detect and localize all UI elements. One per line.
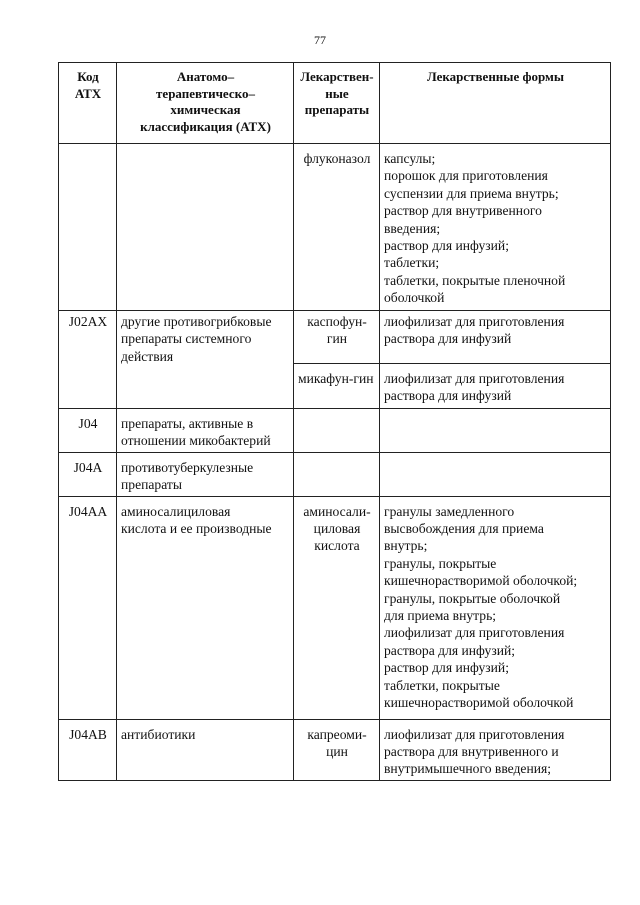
cell-forms: лиофилизат для приготовления раствора для инфузий <box>380 311 611 364</box>
cell-code <box>59 144 117 311</box>
cell-drug: флуконазол <box>294 144 380 311</box>
table-row <box>59 311 611 364</box>
cell-classification: антибиотики <box>117 719 294 780</box>
cell-drug: микафун-гин <box>294 364 380 409</box>
cell-code: J04 <box>59 409 117 453</box>
cell-forms: лиофилизат для приготовления раствора для инфузий <box>380 364 611 409</box>
table-row <box>59 144 611 311</box>
cell-classification <box>117 144 294 311</box>
cell-forms: капсулы; порошок для приготовления суспензии для приема внутрь; раствор для внутривенного введения; раствор для инфузий; таблетки; таблетки, покрытые пленочной оболочкой <box>380 144 611 311</box>
cell-code: J04A <box>59 452 117 496</box>
table-row <box>59 452 611 496</box>
cell-forms: гранулы замедленного высвобождения для приема внутрь; гранулы, покрытые кишечнорастворимой оболочкой; гранулы, покрытые оболочкой для приема внутрь; лиофилизат для приготовления раствора для инфузий; раствор для инфузий; таблетки, покрытые кишечнорастворимой оболочкой <box>380 496 611 719</box>
table-header-row <box>59 63 611 144</box>
table-row <box>59 719 611 780</box>
cell-drug <box>294 452 380 496</box>
cell-forms <box>380 452 611 496</box>
cell-classification: противотуберкулезные препараты <box>117 452 294 496</box>
cell-forms: лиофилизат для приготовления раствора для внутривенного и внутримышечного введения; <box>380 719 611 780</box>
page-number: 77 <box>314 33 326 47</box>
cell-code: J04AB <box>59 719 117 780</box>
table-row <box>59 409 611 453</box>
cell-drug: каспофун- гин <box>294 311 380 364</box>
table-row <box>59 496 611 719</box>
cell-drug: капреоми- цин <box>294 719 380 780</box>
cell-classification: другие противогрибковые препараты системного действия <box>117 311 294 409</box>
cell-forms <box>380 409 611 453</box>
cell-classification: аминосалициловая кислота и ее производные <box>117 496 294 719</box>
cell-classification: препараты, активные в отношении микобактерий <box>117 409 294 453</box>
atx-table <box>58 62 611 781</box>
header-drugs: Лекарствен- ные препараты <box>294 63 380 144</box>
cell-code: J02AX <box>59 311 117 409</box>
cell-code: J04AA <box>59 496 117 719</box>
header-code: Код АТХ <box>59 63 117 144</box>
cell-drug <box>294 409 380 453</box>
cell-drug: аминосали- циловая кислота <box>294 496 380 719</box>
header-classification: Анатомо– терапевтическо– химическая классификация (АТХ) <box>117 63 294 144</box>
header-forms: Лекарственные формы <box>380 63 611 144</box>
